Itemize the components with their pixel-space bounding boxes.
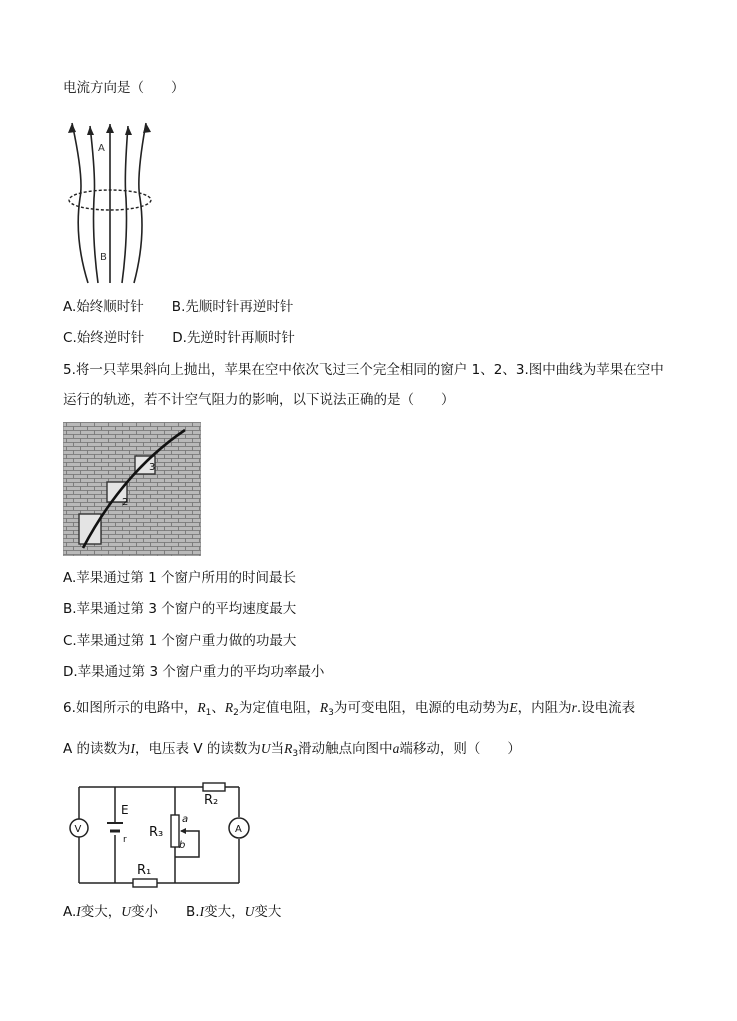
q4-label-a: A bbox=[98, 143, 105, 154]
q6-circuit-figure bbox=[63, 775, 263, 893]
q4-stem: 电流方向是（ ） bbox=[63, 80, 185, 96]
q6-r1-label: R₁ bbox=[137, 863, 152, 878]
q6-stem-line1: 6.如图所示的电路中，$R_1$、$R_2$为定值电阻，$R_3$为可变电阻，电源的电动势为E，内阻为r.设电流表 bbox=[63, 700, 636, 718]
q4-label-b: B bbox=[100, 252, 107, 263]
q6-stem-line2: A 的读数为I，电压表 V 的读数为U当$R_3$滑动触点向图中a端移动，则（ ） bbox=[63, 741, 521, 759]
q6-r2-label: R₂ bbox=[204, 793, 219, 808]
q5-option-d: D.苹果通过第 3 个窗户重力的平均功率最小 bbox=[63, 664, 325, 680]
q4-field-figure bbox=[60, 118, 160, 288]
q6-b-label: b bbox=[179, 840, 186, 851]
q6-voltmeter-label: V bbox=[74, 824, 82, 835]
q6-r-label: r bbox=[123, 835, 127, 845]
q6-a-label: a bbox=[182, 814, 189, 825]
q6-r3-label: R₃ bbox=[149, 825, 164, 840]
q5-window-label-3: 3 bbox=[149, 462, 156, 473]
q4-options-row1: A.始终顺时针 B.先顺时针再逆时针 bbox=[63, 299, 294, 315]
q5-option-c: C.苹果通过第 1 个窗户重力做的功最大 bbox=[63, 633, 297, 649]
q5-wall-figure bbox=[63, 422, 201, 556]
q6-e-label: E bbox=[121, 803, 129, 817]
q5-option-a: A.苹果通过第 1 个窗户所用的时间最长 bbox=[63, 570, 296, 586]
q5-stem-line1: 5.将一只苹果斜向上抛出，苹果在空中依次飞过三个完全相同的窗户 1、2、3.图中曲线为苹果在空中 bbox=[63, 362, 664, 378]
q6-ammeter-label: A bbox=[235, 824, 242, 835]
q4-options-row2: C.始终逆时针 D.先逆时针再顺时针 bbox=[63, 330, 295, 346]
q5-stem-line2: 运行的轨迹，若不计空气阻力的影响，以下说法正确的是（ ） bbox=[63, 392, 455, 408]
q5-option-b: B.苹果通过第 3 个窗户的平均速度最大 bbox=[63, 601, 297, 617]
q5-window-label-2: 2 bbox=[122, 497, 129, 508]
q6-options-row: A.I变大，U变小 B.I变大，U变大 bbox=[63, 904, 282, 920]
